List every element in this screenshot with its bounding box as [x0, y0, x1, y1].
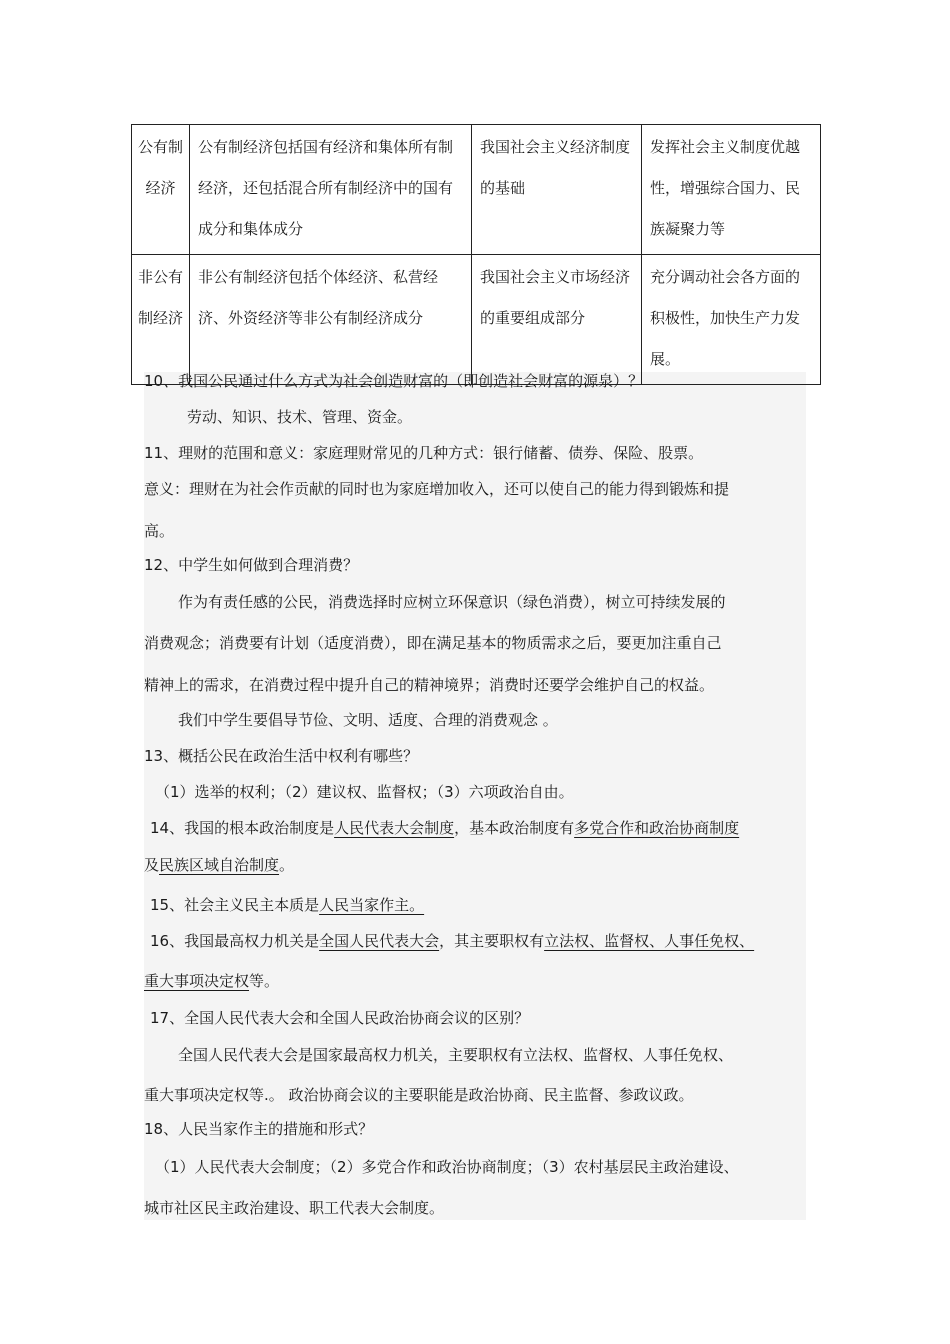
answer-18-line1: （1）人民代表大会制度；（2）多党合作和政治协商制度；（3）农村基层民主政治建设、: [155, 1158, 739, 1176]
text: ，其主要职权有: [439, 932, 545, 950]
statement-14-line1: [150, 817, 739, 838]
answer-18-line2: 城市社区民主政治建设、职工代表大会制度。: [144, 1199, 445, 1217]
question-13: 13、概括公民在政治生活中权利有哪些？: [144, 747, 419, 765]
underlined-term: 重大事项决定权: [144, 972, 250, 990]
answer-10: 劳动、知识、技术、管理、资金。: [187, 408, 413, 426]
underlined-term: 人民代表大会制度: [334, 819, 455, 837]
underlined-term: 全国人民代表大会: [319, 932, 440, 950]
text: 及: [144, 856, 160, 874]
statement-16-line1: [150, 930, 754, 951]
question-10: 10、我国公民通过什么方式为社会创造财富的（即创造社会财富的源泉）？: [144, 372, 644, 390]
answer-11-line2: 高。: [144, 522, 175, 540]
text: 14、我国的根本政治制度是: [150, 819, 335, 837]
text: 。: [279, 856, 295, 874]
underlined-term: 多党合作和政治协商制度: [574, 819, 740, 837]
text: 16、我国最高权力机关是: [150, 932, 320, 950]
table-row: [132, 255, 821, 385]
status-cell: 我国社会主义市场经济的重要组成部分: [472, 255, 642, 385]
economy-type-cell: 公有制经济: [132, 125, 190, 255]
statement-14-line2: [144, 854, 294, 875]
definition-cell: 非公有制经济包括个体经济、私营经济、外资经济等非公有制经济成分: [190, 255, 472, 385]
role-cell: 充分调动社会各方面的积极性，加快生产力发展。: [642, 255, 821, 385]
answer-11-line1: 意义：理财在为社会作贡献的同时也为家庭增加收入，还可以使自己的能力得到锻炼和提: [144, 480, 730, 498]
answer-13: （1）选举的权利；（2）建议权、监督权；（3）六项政治自由。: [155, 783, 574, 801]
definition-cell: 公有制经济包括国有经济和集体所有制经济，还包括混合所有制经济中的国有成分和集体成分: [190, 125, 472, 255]
answer-12-line1: 作为有责任感的公民，消费选择时应树立环保意识（绿色消费），树立可持续发展的: [178, 593, 726, 611]
role-cell: 发挥社会主义制度优越性，增强综合国力、民族凝聚力等: [642, 125, 821, 255]
answer-17-line2: 重大事项决定权等.。 政治协商会议的主要职能是政治协商、民主监督、参政议政。: [144, 1086, 694, 1104]
status-cell: 我国社会主义经济制度的基础: [472, 125, 642, 255]
question-12: 12、中学生如何做到合理消费？: [144, 556, 359, 574]
statement-15: [150, 894, 424, 915]
answer-12-line4: 我们中学生要倡导节俭、文明、适度、合理的消费观念 。: [178, 711, 558, 729]
economy-type-cell: 非公有制经济: [132, 255, 190, 385]
answer-12-line3: 精神上的需求，在消费过程中提升自己的精神境界；消费时还要学会维护自己的权益。: [144, 676, 715, 694]
answer-12-line2: 消费观念；消费要有计划（适度消费），即在满足基本的物质需求之后，要更加注重自己: [144, 634, 722, 652]
question-17: 17、全国人民代表大会和全国人民政治协商会议的区别？: [150, 1009, 530, 1027]
economy-table: [131, 124, 821, 385]
text: 等。: [249, 972, 280, 990]
question-18: 18、人民当家作主的措施和形式？: [144, 1120, 374, 1138]
table-row: [132, 125, 821, 255]
underlined-term: 人民当家作主。: [319, 896, 425, 914]
question-11: 11、理财的范围和意义：家庭理财常见的几种方式：银行储蓄、债券、保险、股票。: [144, 444, 704, 462]
text: 15、社会主义民主本质是: [150, 896, 320, 914]
underlined-term: 立法权、监督权、人事任免权、: [544, 932, 755, 950]
statement-16-line2: [144, 970, 279, 991]
underlined-term: 民族区域自治制度: [159, 856, 280, 874]
text: ，基本政治制度有: [454, 819, 575, 837]
answer-17-line1: 全国人民代表大会是国家最高权力机关，主要职权有立法权、监督权、人事任免权、: [178, 1046, 734, 1064]
